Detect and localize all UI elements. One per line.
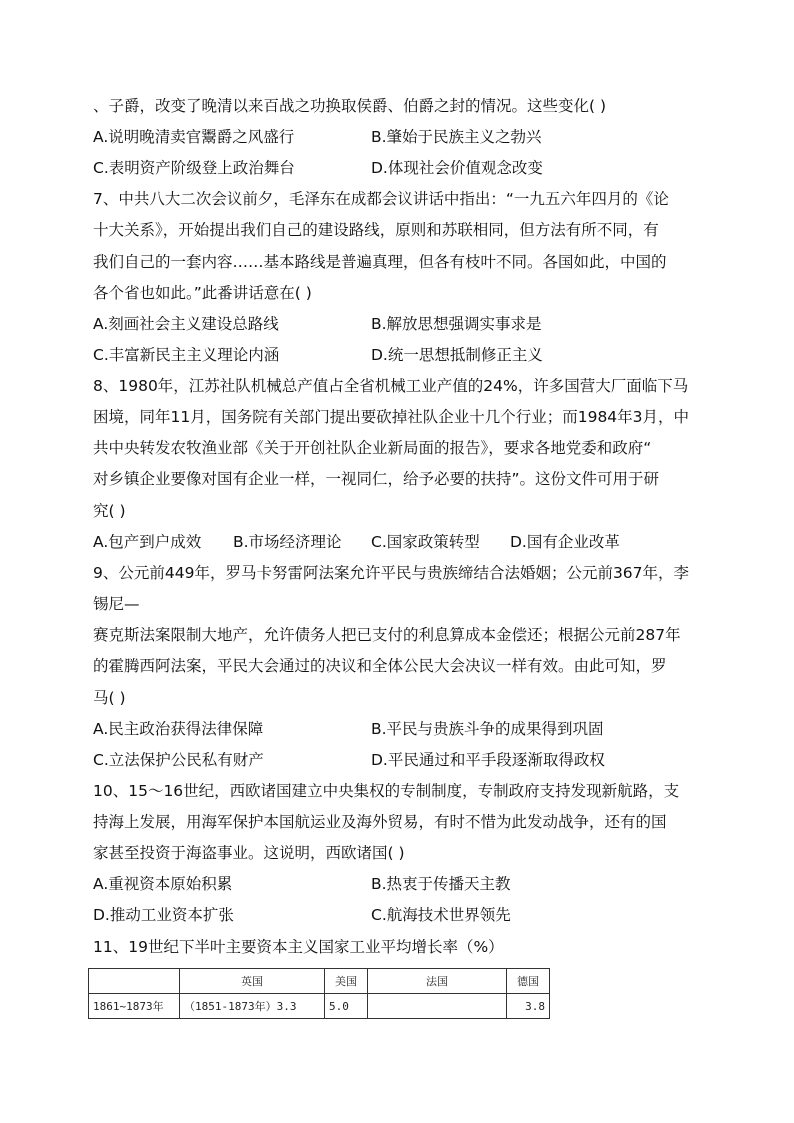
q7-line-2: 十大关系》，开始提出我们自己的建设路线，原则和苏联相同，但方法有所不同，有 <box>93 221 659 239</box>
q8-line-3: 共中央转发农牧渔业部《关于开创社队企业新局面的报告》，要求各地党委和政府“ <box>93 439 652 457</box>
q6-stem-end: 、子爵，改变了晚清以来百战之功换取侯爵、伯爵之封的情况。这些变化( ) <box>93 97 607 115</box>
q9-line-5: 马( ) <box>93 689 126 707</box>
q11-stem: 11、19世纪下半叶主要资本主义国家工业平均增长率（%） <box>93 938 504 956</box>
q9-line-2: 锡尼— <box>93 595 140 613</box>
table-header-cell: 英国 <box>180 969 325 994</box>
q8-option-b: B.市场经济理论 <box>233 533 342 551</box>
q9-option-b: B.平民与贵族斗争的成果得到巩固 <box>371 720 604 738</box>
table-header-cell <box>89 969 180 994</box>
q8-option-c: C.国家政策转型 <box>371 533 480 551</box>
q9-option-a: A.民主政治获得法律保障 <box>93 720 264 738</box>
q6-option-a: A.说明晚清卖官鬻爵之风盛行 <box>93 128 295 146</box>
q7-line-1: 7、中共八大二次会议前夕，毛泽东在成都会议讲话中指出：“一九五六年四月的《论 <box>93 190 669 208</box>
q8-line-4: 对乡镇企业要像对国有企业一样，一视同仁，给予必要的扶持”。这份文件可用于研 <box>93 470 660 488</box>
table-cell: 3.8 <box>507 994 550 1019</box>
q7-option-a: A.刻画社会主义建设总路线 <box>93 315 279 333</box>
q7-line-3: 我们自己的一套内容……基本路线是普遍真理，但各有枝叶不同。各国如此，中国的 <box>93 253 667 271</box>
table-header-cell: 美国 <box>325 969 368 994</box>
q9-option-d: D.平民通过和平手段逐渐取得政权 <box>371 751 605 769</box>
table-cell: 5.0 <box>325 994 368 1019</box>
table-header-row <box>89 969 550 994</box>
q9-line-3: 赛克斯法案限制大地产，允许债务人把已支付的利息算成本金偿还；根据公元前287年 <box>93 626 681 644</box>
q9-line-1: 9、公元前449年，罗马卡努雷阿法案允许平民与贵族缔结合法婚姻；公元前367年，李 <box>93 564 690 582</box>
growth-rate-table <box>88 968 550 1019</box>
q10-line-3: 家甚至投资于海盗事业。这说明，西欧诸国( ) <box>93 844 405 862</box>
table-cell <box>368 994 507 1019</box>
q8-line-1: 8、1980年，江苏社队机械总产值占全省机械工业产值的24%，许多国营大厂面临下马 <box>93 377 689 395</box>
table-cell: （1851-1873年）3.3 <box>180 994 325 1019</box>
q10-option-b: B.热衷于传播天主教 <box>371 875 511 893</box>
q6-option-b: B.肇始于民族主义之勃兴 <box>371 128 542 146</box>
q8-line-2: 困境，同年11月，国务院有关部门提出要砍掉社队企业十几个行业；而1984年3月，中 <box>93 408 690 426</box>
q10-option-d: D.推动工业资本扩张 <box>93 906 234 924</box>
q7-option-d: D.统一思想抵制修正主义 <box>371 346 543 364</box>
q9-line-4: 的霍腾西阿法案，平民大会通过的决议和全体公民大会决议一样有效。由此可知，罗 <box>93 657 667 675</box>
q10-option-c: C.航海技术世界领先 <box>371 906 511 924</box>
q6-option-d: D.体现社会价值观念改变 <box>371 159 543 177</box>
q8-line-5: 究( ) <box>93 502 126 520</box>
q9-option-c: C.立法保护公民私有财产 <box>93 751 264 769</box>
q10-line-2: 持海上发展，用海军保护本国航运业及海外贸易，有时不惜为此发动战争，还有的国 <box>93 813 667 831</box>
q8-option-a: A.包产到户成效 <box>93 533 202 551</box>
table-cell: 1861~1873年 <box>89 994 180 1019</box>
q10-option-a: A.重视资本原始积累 <box>93 875 233 893</box>
q7-option-c: C.丰富新民主主义理论内涵 <box>93 346 280 364</box>
q6-option-c: C.表明资产阶级登上政治舞台 <box>93 159 295 177</box>
q7-line-4: 各个省也如此。”此番讲话意在( ) <box>93 284 312 302</box>
table-header-cell: 法国 <box>368 969 507 994</box>
q7-option-b: B.解放思想强调实事求是 <box>371 315 542 333</box>
table-row <box>89 994 550 1019</box>
q10-line-1: 10、15～16世纪，西欧诸国建立中央集权的专制制度，专制政府支持发现新航路，支 <box>93 782 680 800</box>
table-header-cell: 德国 <box>507 969 550 994</box>
q8-option-d: D.国有企业改革 <box>510 533 620 551</box>
